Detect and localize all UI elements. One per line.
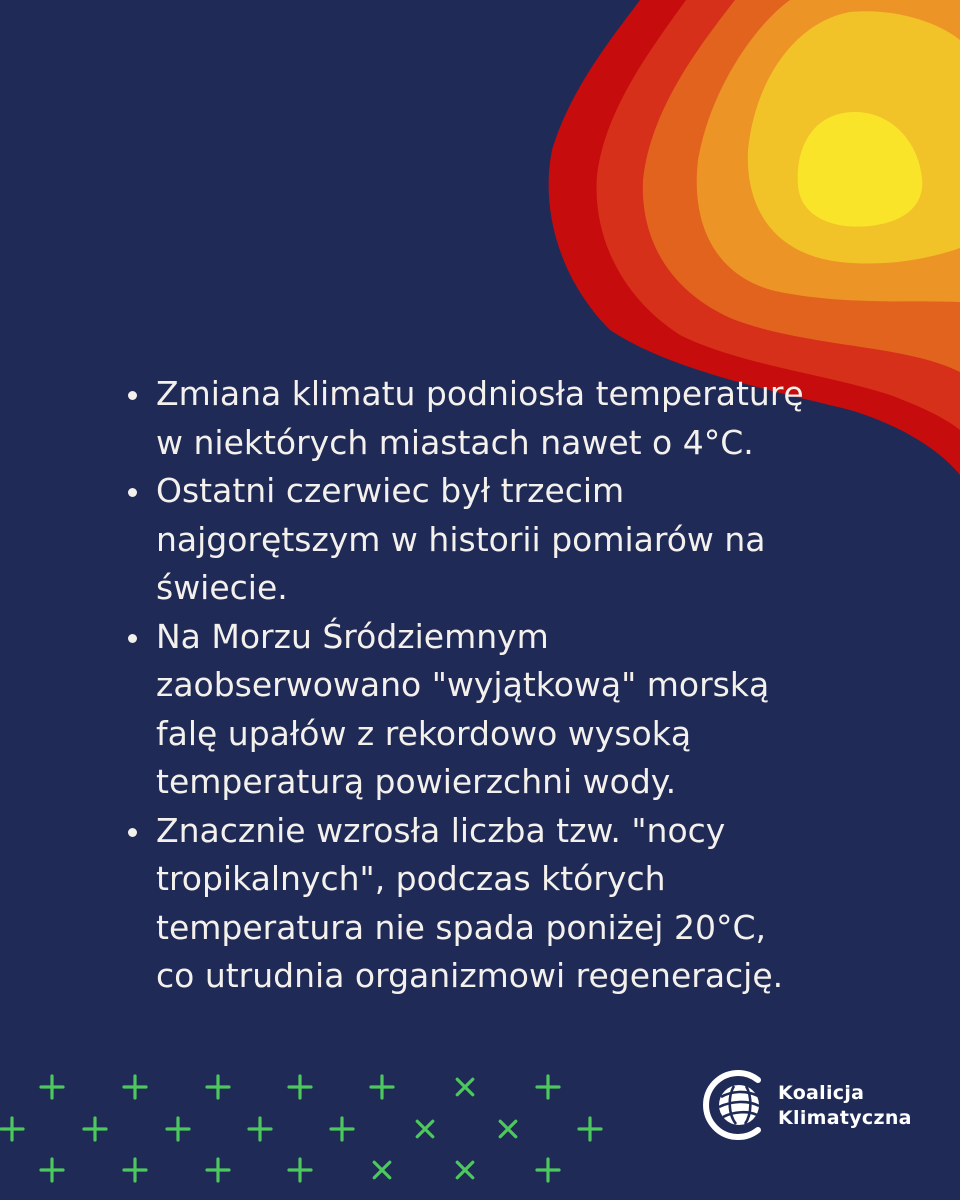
fact-line: świecie. [156,568,288,607]
fact-line: co utrudnia organizmowi regenerację. [156,956,784,995]
plus-icon [449,1071,480,1102]
plus-icon [366,1154,397,1185]
globe-icon [696,1064,776,1144]
fact-line: Znacznie wzrosła liczba tzw. "nocy [156,810,726,850]
plus-icon [537,1076,559,1098]
plus-icon [41,1159,63,1181]
logo-line-2: Klimatyczna [778,1107,912,1129]
plus-icon [1,1118,23,1140]
plus-icon [207,1159,229,1181]
plus-icon [249,1118,271,1140]
plus-icon [449,1154,480,1185]
plus-icon [371,1076,393,1098]
fact-item [128,467,828,613]
fact-line: zaobserwowano "wyjątkową" morską [156,665,770,704]
fact-line: tropikalnych", podczas których [156,859,666,898]
fact-line: temperatura nie spada poniżej 20°C, [156,907,766,947]
plus-icon [289,1159,311,1181]
fact-line: Ostatni czerwiec był trzecim [156,471,625,510]
plus-icon [124,1076,146,1098]
fact-item [128,807,828,1001]
plus-icon [492,1113,523,1144]
plus-icon [579,1118,601,1140]
plus-icon [289,1076,311,1098]
koalicja-klimatyczna-logo [696,1064,946,1148]
plus-icon [167,1118,189,1140]
logo-line-1: Koalicja [778,1082,865,1104]
fact-line: najgorętszym w historii pomiarów na [156,519,766,559]
plus-icon [409,1113,440,1144]
plus-pattern-decoration [0,1060,640,1200]
fact-line: w niektórych miastach nawet o 4°C. [156,422,754,462]
fact-item [128,370,828,467]
fact-line: Na Morzu Śródziemnym [156,616,549,656]
fact-line: falę upałów z rekordowo wysoką [156,713,692,753]
plus-icon [331,1118,353,1140]
plus-icon [124,1159,146,1181]
plus-icon [537,1159,559,1181]
plus-icon [84,1118,106,1140]
fact-item [128,613,828,807]
fact-line: temperaturą powierzchni wody. [156,762,677,801]
facts-list [128,370,828,1001]
fact-line: Zmiana klimatu podniosła temperaturę [156,374,804,413]
plus-icon [207,1076,229,1098]
plus-icon [41,1076,63,1098]
logo-wordmark [778,1081,912,1131]
